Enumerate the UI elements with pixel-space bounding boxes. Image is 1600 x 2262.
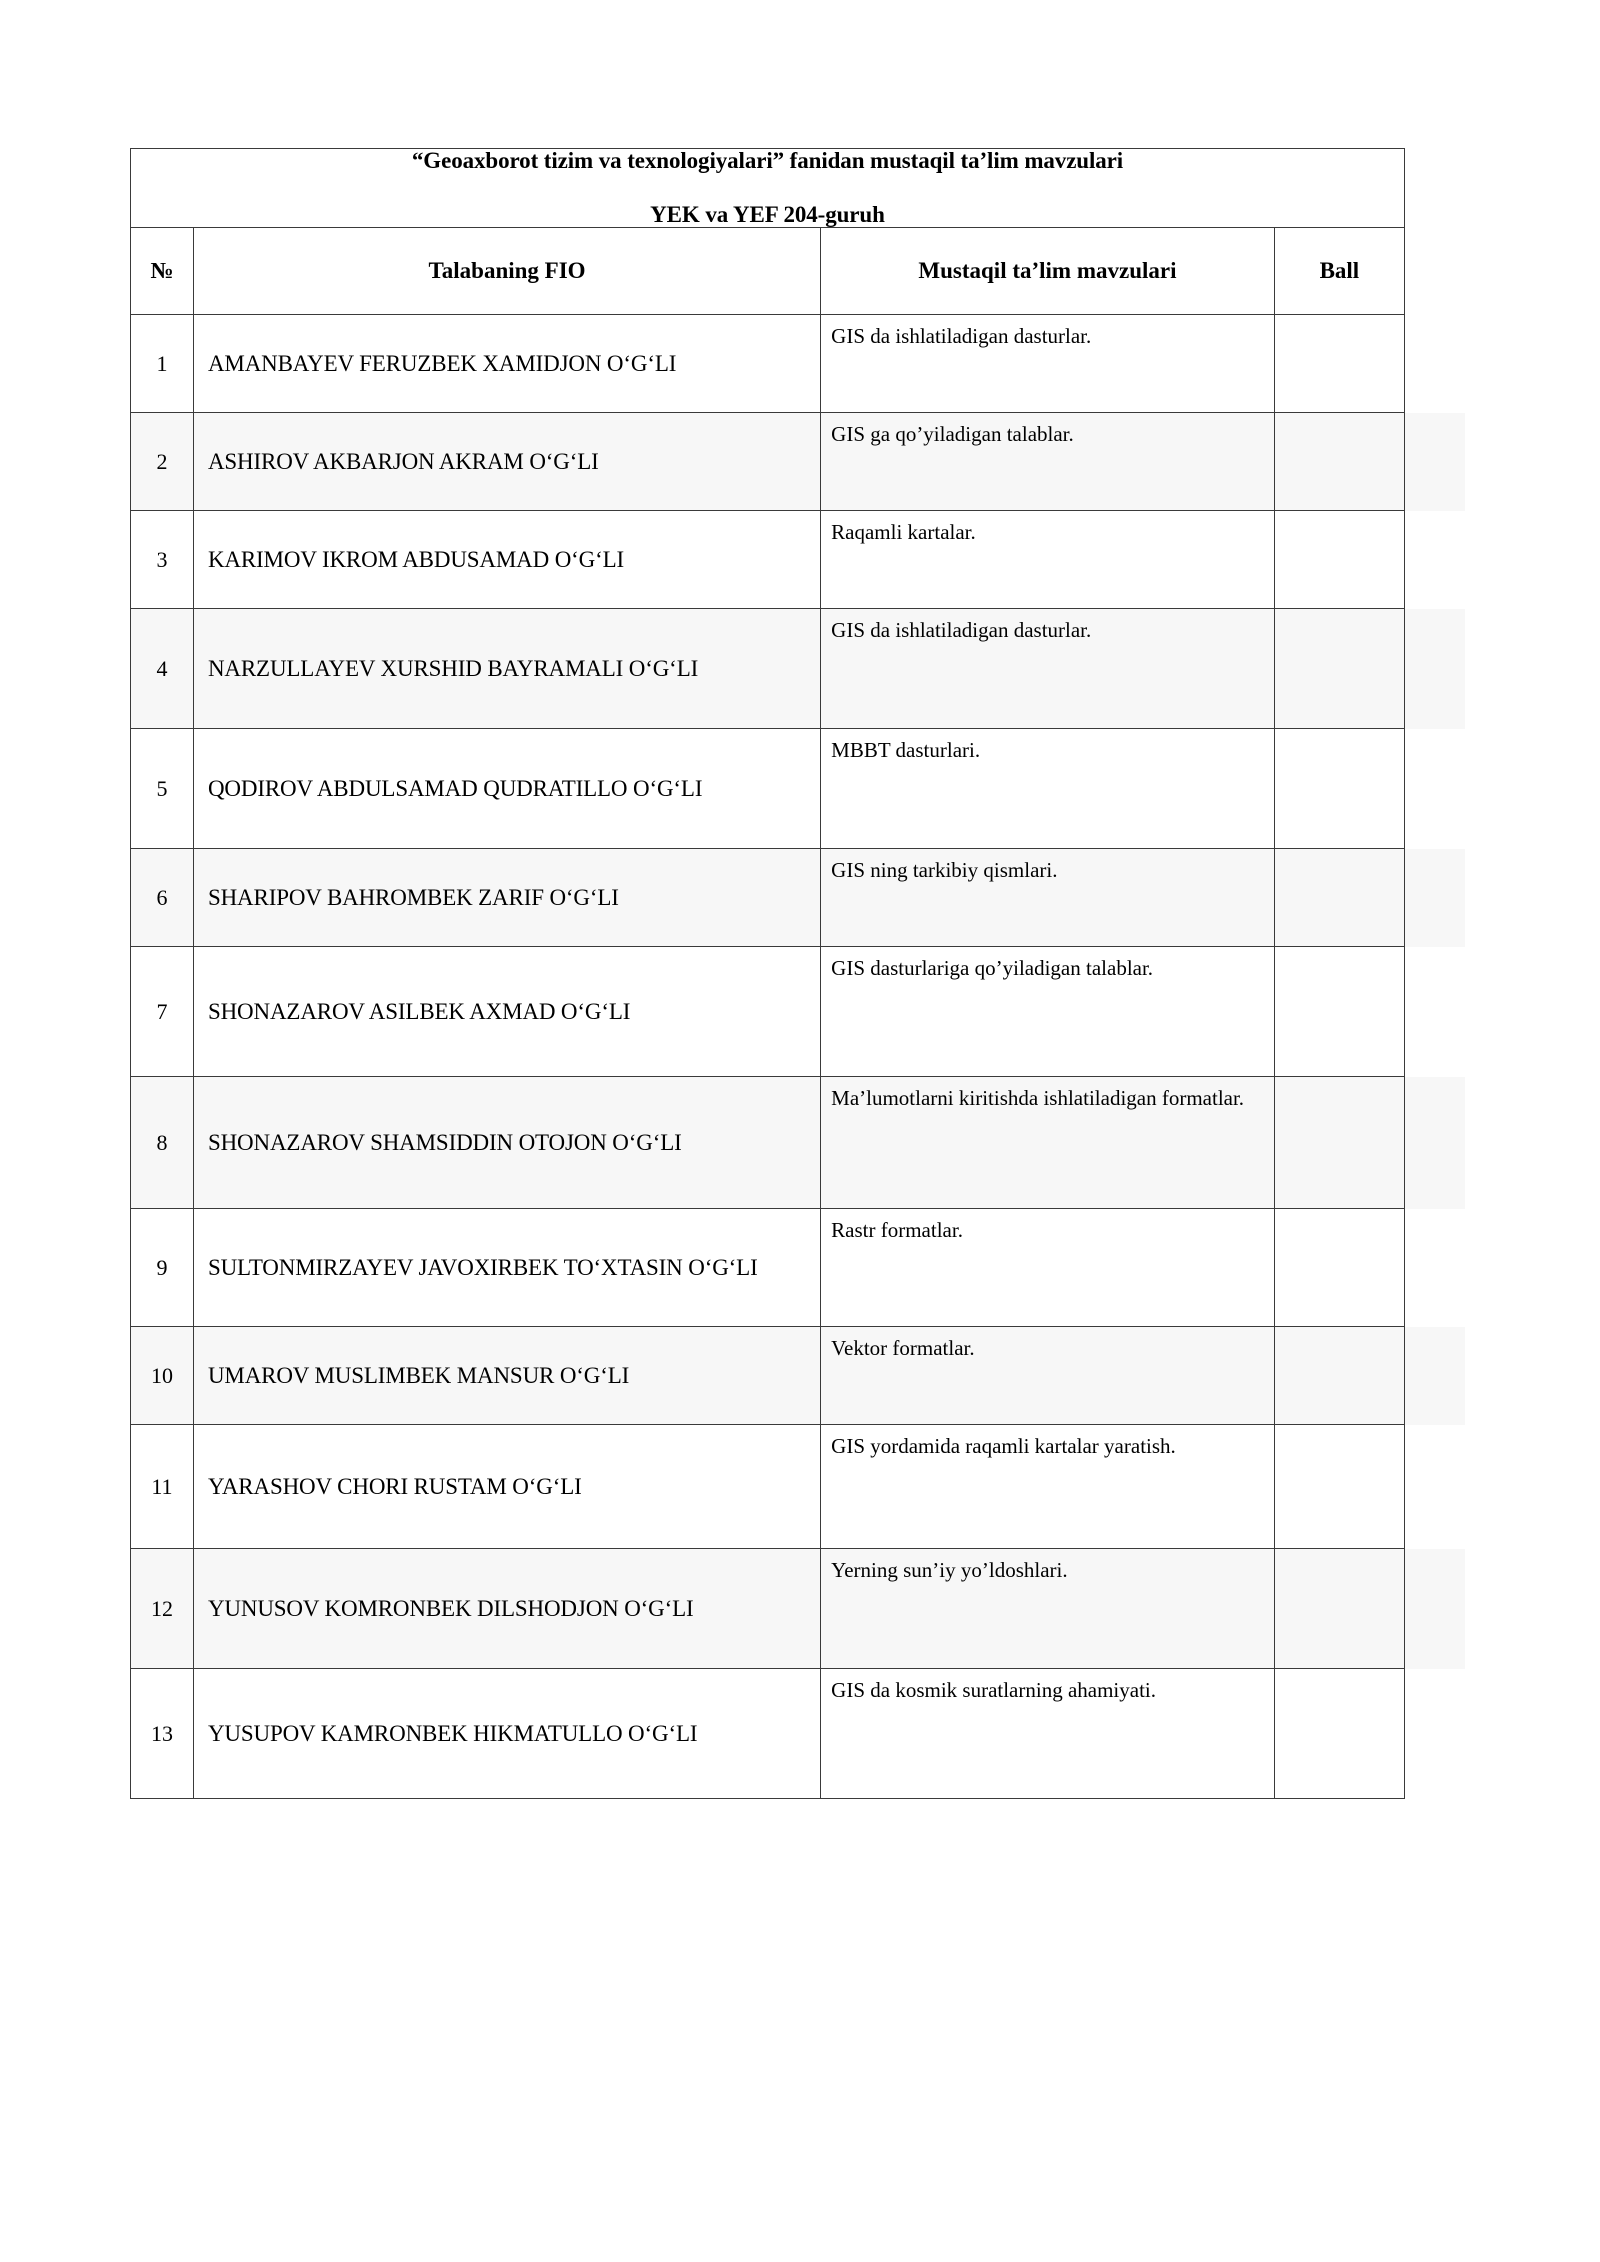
table-row <box>131 511 1405 609</box>
table-row <box>131 1549 1405 1669</box>
table-row <box>131 609 1405 729</box>
table-row <box>131 413 1405 511</box>
student-score <box>1274 511 1404 609</box>
student-name: KARIMOV IKROM ABDUSAMAD O‘G‘LI <box>193 511 820 609</box>
student-name: SHARIPOV BAHROMBEK ZARIF O‘G‘LI <box>193 849 820 947</box>
student-topics-table <box>130 148 1405 1799</box>
table-row <box>131 1669 1405 1799</box>
student-name: ASHIROV AKBARJON AKRAM O‘G‘LI <box>193 413 820 511</box>
student-name: SHONAZAROV ASILBEK AXMAD O‘G‘LI <box>193 947 820 1077</box>
student-name: YARASHOV CHORI RUSTAM O‘G‘LI <box>193 1425 820 1549</box>
student-name: NARZULLAYEV XURSHID BAYRAMALI O‘G‘LI <box>193 609 820 729</box>
row-number: 8 <box>131 1077 194 1209</box>
student-topic: GIS yordamida raqamli kartalar yaratish. <box>821 1425 1275 1549</box>
row-number: 6 <box>131 849 194 947</box>
header-topic: Mustaqil ta’lim mavzulari <box>821 228 1275 315</box>
table-row <box>131 1425 1405 1549</box>
student-topic: GIS da ishlatiladigan dasturlar. <box>821 609 1275 729</box>
table-row <box>131 1077 1405 1209</box>
student-score <box>1274 609 1404 729</box>
student-topic: Raqamli kartalar. <box>821 511 1275 609</box>
row-number: 9 <box>131 1209 194 1327</box>
header-student-name: Talabaning FIO <box>193 228 820 315</box>
student-score <box>1274 1209 1404 1327</box>
row-number: 3 <box>131 511 194 609</box>
student-score <box>1274 729 1404 849</box>
row-shading-bleed <box>1405 1327 1465 1425</box>
row-number: 13 <box>131 1669 194 1799</box>
row-number: 10 <box>131 1327 194 1425</box>
student-score <box>1274 849 1404 947</box>
document-subtitle: YEK va YEF 204-guruh <box>650 202 885 228</box>
student-name: SHONAZAROV SHAMSIDDIN OTOJON O‘G‘LI <box>193 1077 820 1209</box>
row-shading-bleed <box>1405 1549 1465 1669</box>
student-topic: Vektor formatlar. <box>821 1327 1275 1425</box>
table-row <box>131 849 1405 947</box>
row-number: 2 <box>131 413 194 511</box>
student-score <box>1274 1669 1404 1799</box>
header-score: Ball <box>1274 228 1404 315</box>
student-topic: GIS ga qo’yiladigan talablar. <box>821 413 1275 511</box>
student-score <box>1274 1425 1404 1549</box>
student-name: YUSUPOV KAMRONBEK HIKMATULLO O‘G‘LI <box>193 1669 820 1799</box>
row-number: 4 <box>131 609 194 729</box>
student-name: QODIROV ABDULSAMAD QUDRATILLO O‘G‘LI <box>193 729 820 849</box>
row-number: 5 <box>131 729 194 849</box>
table-header-row <box>131 228 1405 315</box>
student-topic: MBBT dasturlari. <box>821 729 1275 849</box>
student-score <box>1274 1327 1404 1425</box>
header-number: № <box>131 228 194 315</box>
student-topic: GIS ning tarkibiy qismlari. <box>821 849 1275 947</box>
table-row <box>131 1209 1405 1327</box>
row-number: 1 <box>131 315 194 413</box>
student-topic: GIS da kosmik suratlarning ahamiyati. <box>821 1669 1275 1799</box>
student-topic: GIS da ishlatiladigan dasturlar. <box>821 315 1275 413</box>
student-name: UMAROV MUSLIMBEK MANSUR O‘G‘LI <box>193 1327 820 1425</box>
student-name: YUNUSOV KOMRONBEK DILSHODJON O‘G‘LI <box>193 1549 820 1669</box>
student-topic: Ma’lumotlarni kiritishda ishlatiladigan formatlar. <box>821 1077 1275 1209</box>
document-title-cell <box>131 149 1405 228</box>
student-topic: GIS dasturlariga qo’yiladigan talablar. <box>821 947 1275 1077</box>
table-body <box>131 315 1405 1799</box>
table-title-row <box>131 149 1405 228</box>
table-row <box>131 729 1405 849</box>
table-row <box>131 315 1405 413</box>
row-number: 7 <box>131 947 194 1077</box>
student-name: SULTONMIRZAYEV JAVOXIRBEK TO‘XTASIN O‘G‘LI <box>193 1209 820 1327</box>
row-number: 11 <box>131 1425 194 1549</box>
student-score <box>1274 315 1404 413</box>
row-shading-bleed <box>1405 849 1465 947</box>
student-topic: Yerning sun’iy yo’ldoshlari. <box>821 1549 1275 1669</box>
student-score <box>1274 413 1404 511</box>
table-row <box>131 1327 1405 1425</box>
table-row <box>131 947 1405 1077</box>
student-score <box>1274 1549 1404 1669</box>
row-shading-bleed <box>1405 609 1465 729</box>
document-title: “Geoaxborot tizim va texnologiyalari” fanidan mustaqil ta’lim mavzulari <box>411 148 1124 173</box>
student-score <box>1274 947 1404 1077</box>
student-topic: Rastr formatlar. <box>821 1209 1275 1327</box>
row-shading-bleed <box>1405 1077 1465 1209</box>
row-number: 12 <box>131 1549 194 1669</box>
row-shading-bleed <box>1405 413 1465 511</box>
student-name: AMANBAYEV FERUZBEK XAMIDJON O‘G‘LI <box>193 315 820 413</box>
student-score <box>1274 1077 1404 1209</box>
